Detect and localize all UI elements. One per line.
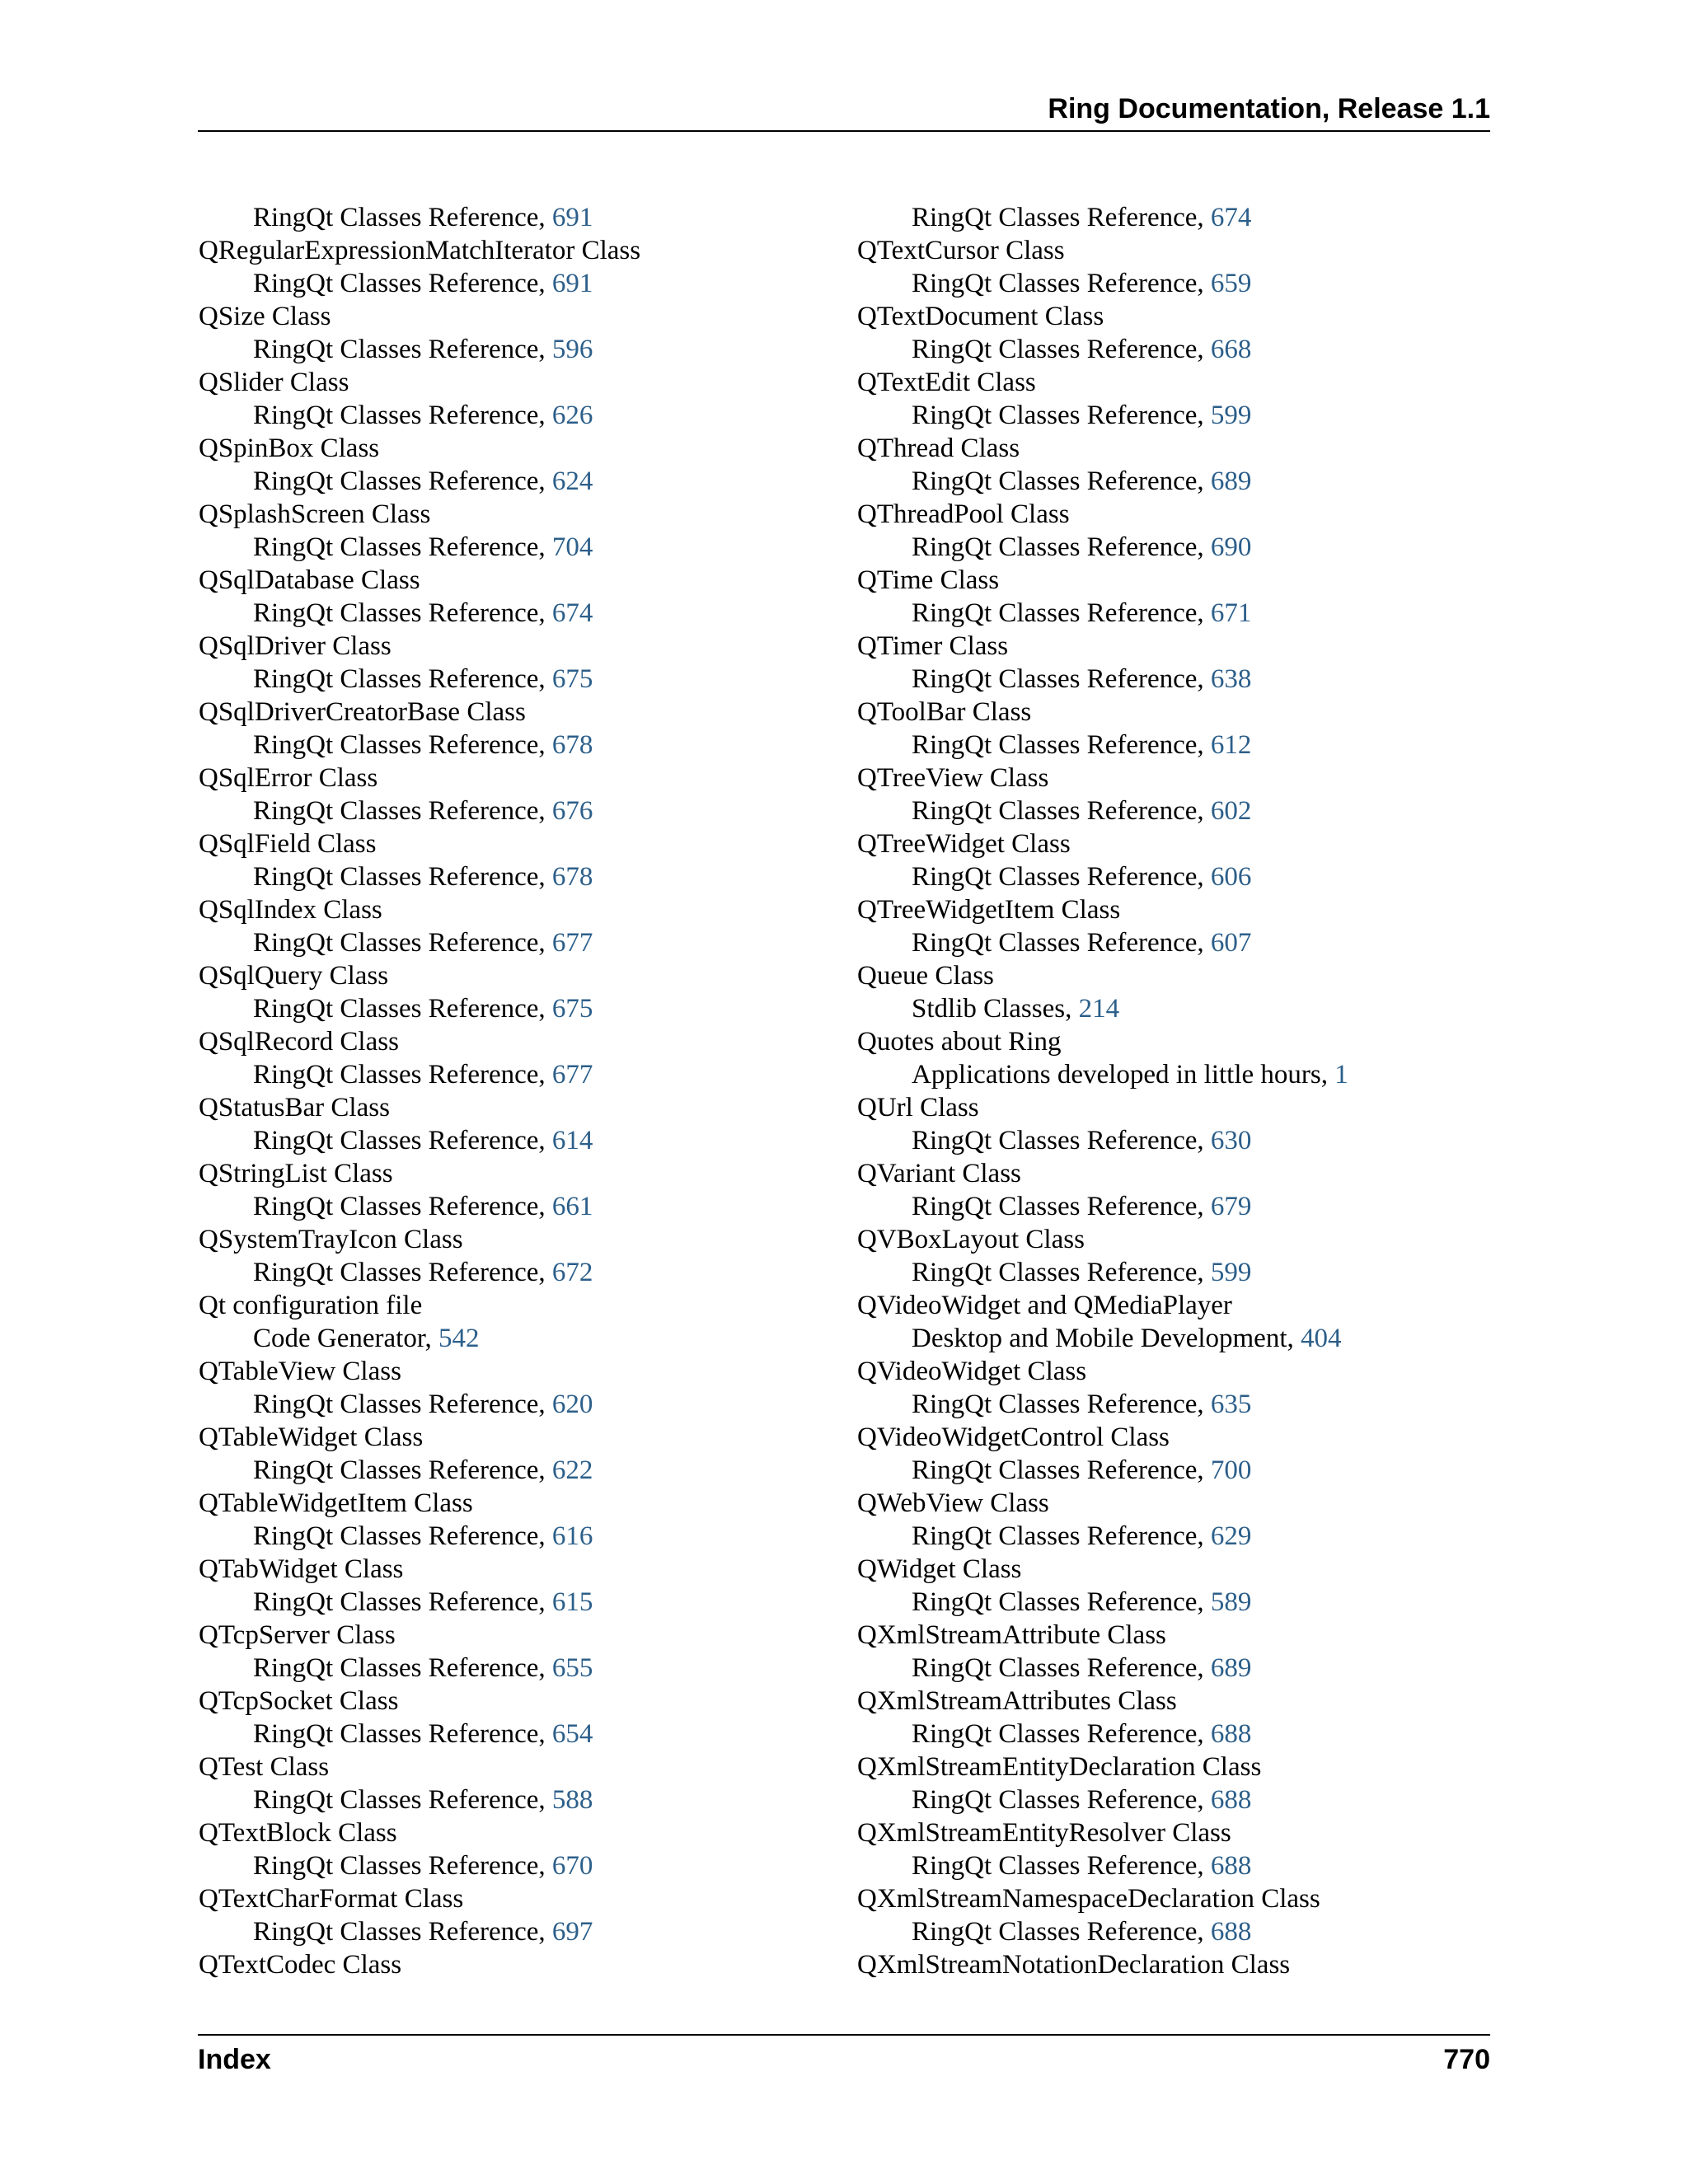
index-entry	[199, 1487, 858, 1553]
index-term: QXmlStreamAttributes Class	[857, 1686, 1177, 1716]
index-term: QSplashScreen Class	[199, 499, 431, 529]
subentry-label: RingQt Classes Reference,	[912, 1587, 1211, 1617]
index-term: QSqlQuery Class	[199, 961, 389, 991]
index-entry	[857, 234, 1517, 300]
index-term: QTextDocument Class	[857, 302, 1104, 331]
index-term: QVideoWidget and QMediaPlayer	[857, 1291, 1232, 1320]
page-link[interactable]: 700	[1210, 1455, 1252, 1485]
subentry-label: RingQt Classes Reference,	[253, 730, 552, 760]
subentry-label: RingQt Classes Reference,	[253, 994, 552, 1024]
page-link[interactable]: 1	[1334, 1060, 1348, 1090]
page-link[interactable]: 671	[1210, 598, 1252, 628]
index-entry	[857, 1157, 1517, 1223]
page-link[interactable]: 668	[1210, 335, 1252, 364]
subentry-label: RingQt Classes Reference,	[253, 269, 552, 298]
index-term: QTextCodec Class	[199, 1950, 402, 1980]
index-subentry	[199, 1322, 858, 1355]
index-entry	[857, 1619, 1517, 1685]
page-link[interactable]: 670	[551, 1851, 593, 1881]
index-subentry	[199, 794, 858, 827]
footer-page-number: 770	[1443, 2044, 1490, 2075]
subentry-label: RingQt Classes Reference,	[253, 1851, 552, 1881]
page-link[interactable]: 638	[1210, 664, 1252, 694]
index-column-right	[857, 201, 1517, 1981]
index-entry	[199, 893, 858, 959]
index-entry	[199, 1619, 858, 1685]
subentry-label: RingQt Classes Reference,	[912, 796, 1211, 826]
page-link[interactable]: 676	[551, 796, 593, 826]
page-link[interactable]: 612	[1210, 730, 1252, 760]
subentry-label: RingQt Classes Reference,	[253, 1785, 552, 1815]
index-subentry	[199, 333, 858, 366]
page-link[interactable]: 691	[551, 269, 593, 298]
subentry-label: RingQt Classes Reference,	[253, 796, 552, 826]
index-entry	[857, 696, 1517, 762]
index-subentry	[857, 992, 1517, 1025]
subentry-label: RingQt Classes Reference,	[912, 1785, 1211, 1815]
index-entry	[199, 564, 858, 630]
index-subentry	[857, 1520, 1517, 1553]
index-entry	[199, 1355, 858, 1421]
index-entry	[199, 1553, 858, 1619]
index-subentry	[199, 1783, 858, 1816]
index-entry	[857, 1025, 1517, 1091]
subentry-label: RingQt Classes Reference,	[912, 1653, 1211, 1683]
index-term: QTreeWidget Class	[857, 829, 1071, 859]
index-subentry	[199, 465, 858, 498]
index-term: QTextBlock Class	[199, 1818, 397, 1848]
page-link[interactable]: 629	[1210, 1521, 1252, 1551]
page-link[interactable]: 688	[1210, 1719, 1252, 1749]
index-entry	[199, 1816, 858, 1882]
index-term: QTableWidget Class	[199, 1422, 424, 1452]
index-term: QXmlStreamAttribute Class	[857, 1620, 1166, 1650]
subentry-label: RingQt Classes Reference,	[912, 203, 1211, 232]
index-term: QXmlStreamNamespaceDeclaration Class	[857, 1884, 1320, 1914]
index-term: QVideoWidgetControl Class	[857, 1422, 1170, 1452]
index-subentry	[857, 531, 1517, 564]
index-entry	[857, 1487, 1517, 1553]
index-term: QXmlStreamNotationDeclaration Class	[857, 1950, 1291, 1980]
index-term: QTextCursor Class	[857, 236, 1065, 265]
subentry-label: RingQt Classes Reference,	[253, 1719, 552, 1749]
page-link[interactable]: 704	[551, 532, 593, 562]
index-entry	[857, 201, 1517, 234]
page-link[interactable]: 654	[551, 1719, 593, 1749]
index-subentry	[857, 663, 1517, 696]
index-column-left	[199, 201, 858, 1981]
page-link[interactable]: 659	[1210, 269, 1252, 298]
index-term: QRegularExpressionMatchIterator Class	[199, 236, 641, 265]
subentry-label: RingQt Classes Reference,	[253, 203, 552, 232]
index-term: QTest Class	[199, 1752, 330, 1782]
index-entry	[857, 1223, 1517, 1289]
index-subentry	[857, 1454, 1517, 1487]
index-entry	[857, 564, 1517, 630]
index-subentry	[857, 860, 1517, 893]
subentry-label: RingQt Classes Reference,	[253, 1390, 552, 1419]
subentry-label: Code Generator,	[253, 1324, 439, 1353]
page-header	[198, 92, 1490, 132]
page-link[interactable]: 691	[551, 203, 593, 232]
index-entry	[199, 300, 858, 366]
subentry-label: RingQt Classes Reference,	[253, 1192, 552, 1221]
index-subentry	[199, 1058, 858, 1091]
page-link[interactable]: 672	[551, 1258, 593, 1287]
index-subentry	[199, 992, 858, 1025]
page-link[interactable]: 602	[1210, 796, 1252, 826]
index-entry	[199, 1289, 858, 1355]
index-term: QToolBar Class	[857, 697, 1032, 727]
index-term: QTableView Class	[199, 1357, 401, 1386]
index-term: QVBoxLayout Class	[857, 1225, 1085, 1254]
index-entry	[857, 1289, 1517, 1355]
index-entry	[857, 300, 1517, 366]
index-subentry	[857, 1124, 1517, 1157]
index-term: QSqlDriverCreatorBase Class	[199, 697, 526, 727]
index-subentry	[199, 1520, 858, 1553]
index-entry	[857, 1750, 1517, 1816]
index-subentry	[199, 1454, 858, 1487]
subentry-label: RingQt Classes Reference,	[912, 664, 1211, 694]
index-entry	[199, 696, 858, 762]
subentry-label: RingQt Classes Reference,	[253, 1521, 552, 1551]
index-subentry	[199, 1256, 858, 1289]
page-link[interactable]: 630	[1210, 1126, 1252, 1155]
page-link[interactable]: 677	[551, 1060, 593, 1090]
index-term: QTime Class	[857, 565, 1000, 595]
index-entry	[857, 762, 1517, 827]
index-term: QThreadPool Class	[857, 499, 1070, 529]
index-entry	[199, 1750, 858, 1816]
index-subentry	[199, 860, 858, 893]
index-term: Qt configuration file	[199, 1291, 423, 1320]
index-entry	[199, 827, 858, 893]
index-entry	[857, 1355, 1517, 1421]
index-term: QTableWidgetItem Class	[199, 1488, 473, 1518]
page-link[interactable]: 620	[551, 1390, 593, 1419]
subentry-label: RingQt Classes Reference,	[912, 1719, 1211, 1749]
index-subentry	[857, 465, 1517, 498]
footer-section-label: Index	[198, 2044, 271, 2075]
index-subentry	[857, 1586, 1517, 1619]
subentry-label: RingQt Classes Reference,	[912, 1521, 1211, 1551]
index-entry	[857, 1685, 1517, 1750]
index-term: QSpinBox Class	[199, 434, 380, 463]
subentry-label: RingQt Classes Reference,	[912, 1126, 1211, 1155]
page-link[interactable]: 635	[1210, 1390, 1252, 1419]
index-entry	[199, 1421, 858, 1487]
page-link[interactable]: 588	[551, 1785, 593, 1815]
page-link[interactable]: 616	[551, 1521, 593, 1551]
page-link[interactable]: 655	[551, 1653, 593, 1683]
index-subentry	[857, 1652, 1517, 1685]
index-entry	[199, 1223, 858, 1289]
index-subentry	[199, 1915, 858, 1948]
index-term: QThread Class	[857, 434, 1020, 463]
page-link[interactable]: 606	[1210, 862, 1252, 892]
index-subentry	[857, 729, 1517, 762]
index-subentry	[857, 597, 1517, 630]
index-subentry	[857, 926, 1517, 959]
index-entry	[857, 1882, 1517, 1948]
page-link[interactable]: 677	[551, 928, 593, 958]
index-term: QVideoWidget Class	[857, 1357, 1087, 1386]
page-link[interactable]: 689	[1210, 466, 1252, 496]
index-subentry	[199, 663, 858, 696]
index-term: QTextCharFormat Class	[199, 1884, 464, 1914]
subentry-label: Stdlib Classes,	[912, 994, 1079, 1024]
subentry-label: RingQt Classes Reference,	[912, 532, 1211, 562]
index-entry	[199, 1685, 858, 1750]
index-subentry	[199, 267, 858, 300]
subentry-label: RingQt Classes Reference,	[253, 1126, 552, 1155]
index-subentry	[857, 1388, 1517, 1421]
page-link[interactable]: 589	[1210, 1587, 1252, 1617]
index-subentry	[857, 267, 1517, 300]
index-subentry	[199, 399, 858, 432]
index-entry	[857, 1948, 1517, 1981]
page-link[interactable]: 607	[1210, 928, 1252, 958]
index-term: QSqlIndex Class	[199, 895, 382, 925]
subentry-label: RingQt Classes Reference,	[912, 598, 1211, 628]
index-subentry	[857, 1058, 1517, 1091]
page-link[interactable]: 626	[551, 401, 593, 430]
index-entry	[199, 234, 858, 300]
index-subentry	[857, 1849, 1517, 1882]
index-term: QTabWidget Class	[199, 1554, 404, 1584]
index-term: QTreeWidgetItem Class	[857, 895, 1121, 925]
index-subentry	[199, 201, 858, 234]
page-link[interactable]: 679	[1210, 1192, 1252, 1221]
subentry-label: RingQt Classes Reference,	[253, 862, 552, 892]
subentry-label: RingQt Classes Reference,	[912, 1917, 1211, 1947]
index-term: QUrl Class	[857, 1093, 979, 1122]
subentry-label: RingQt Classes Reference,	[253, 532, 552, 562]
subentry-label: RingQt Classes Reference,	[912, 862, 1211, 892]
subentry-label: RingQt Classes Reference,	[912, 1258, 1211, 1287]
index-term: QWidget Class	[857, 1554, 1022, 1584]
index-term: Quotes about Ring	[857, 1027, 1062, 1057]
index-term: QSize Class	[199, 302, 331, 331]
index-subentry	[199, 926, 858, 959]
subentry-label: RingQt Classes Reference,	[912, 1192, 1211, 1221]
subentry-label: Desktop and Mobile Development,	[912, 1324, 1301, 1353]
page-link[interactable]: 689	[1210, 1653, 1252, 1683]
subentry-label: RingQt Classes Reference,	[253, 1653, 552, 1683]
subentry-label: RingQt Classes Reference,	[253, 466, 552, 496]
index-entry	[857, 893, 1517, 959]
page-link[interactable]: 661	[551, 1192, 593, 1221]
page-link[interactable]: 542	[438, 1324, 480, 1353]
index-term: QSqlDriver Class	[199, 631, 392, 661]
document-title: Ring Documentation, Release 1.1	[1048, 93, 1490, 124]
index-entry	[199, 959, 858, 1025]
index-subentry	[857, 794, 1517, 827]
index-entry	[199, 1157, 858, 1223]
subentry-label: RingQt Classes Reference,	[912, 928, 1211, 958]
index-entry	[199, 498, 858, 564]
page-link[interactable]: 615	[551, 1587, 593, 1617]
index-subentry	[199, 1652, 858, 1685]
subentry-label: RingQt Classes Reference,	[912, 401, 1211, 430]
page-footer	[198, 2034, 1490, 2077]
index-entry	[199, 762, 858, 827]
index-term: QTimer Class	[857, 631, 1009, 661]
index-term: QXmlStreamEntityDeclaration Class	[857, 1752, 1262, 1782]
subentry-label: RingQt Classes Reference,	[912, 1851, 1211, 1881]
index-entry	[857, 1553, 1517, 1619]
index-subentry	[199, 1190, 858, 1223]
subentry-label: RingQt Classes Reference,	[253, 1258, 552, 1287]
index-entry	[199, 1091, 858, 1157]
subentry-label: RingQt Classes Reference,	[253, 1587, 552, 1617]
index-entry	[199, 1882, 858, 1948]
subentry-label: RingQt Classes Reference,	[253, 335, 552, 364]
index-term: QWebView Class	[857, 1488, 1049, 1518]
page-link[interactable]: 678	[551, 730, 593, 760]
index-subentry	[857, 1322, 1517, 1355]
page-link[interactable]: 624	[551, 466, 593, 496]
index-term: QTreeView Class	[857, 763, 1049, 793]
index-entry	[857, 959, 1517, 1025]
index-subentry	[199, 531, 858, 564]
index-subentry	[199, 1124, 858, 1157]
index-term: QTextEdit Class	[857, 368, 1036, 397]
page-link[interactable]: 614	[551, 1126, 593, 1155]
page-link[interactable]: 214	[1078, 994, 1120, 1024]
index-term: QTcpServer Class	[199, 1620, 396, 1650]
index-term: QStatusBar Class	[199, 1093, 390, 1122]
subentry-label: RingQt Classes Reference,	[912, 730, 1211, 760]
index-term: QSqlField Class	[199, 829, 377, 859]
index-subentry	[199, 597, 858, 630]
subentry-label: RingQt Classes Reference,	[912, 1390, 1211, 1419]
index-subentry	[857, 1256, 1517, 1289]
index-term: QSqlError Class	[199, 763, 378, 793]
subentry-label: RingQt Classes Reference,	[253, 1060, 552, 1090]
page-link[interactable]: 675	[551, 664, 593, 694]
page-link[interactable]: 678	[551, 862, 593, 892]
index-subentry	[199, 1586, 858, 1619]
page-link[interactable]: 674	[551, 598, 593, 628]
subentry-label: RingQt Classes Reference,	[253, 1455, 552, 1485]
page-link[interactable]: 404	[1301, 1324, 1342, 1353]
index-subentry	[857, 1783, 1517, 1816]
subentry-label: RingQt Classes Reference,	[253, 928, 552, 958]
index-entry	[857, 432, 1517, 498]
index-subentry	[857, 1915, 1517, 1948]
index-entry	[199, 1025, 858, 1091]
index-term: QTcpSocket Class	[199, 1686, 399, 1716]
page-link[interactable]: 622	[551, 1455, 593, 1485]
index-term: QSlider Class	[199, 368, 349, 397]
subentry-label: RingQt Classes Reference,	[253, 1917, 552, 1947]
index-subentry	[199, 1849, 858, 1882]
index-entry	[199, 366, 858, 432]
page-link[interactable]: 697	[551, 1917, 593, 1947]
index-term: QSystemTrayIcon Class	[199, 1225, 463, 1254]
index-subentry	[857, 201, 1517, 234]
subentry-label: RingQt Classes Reference,	[912, 335, 1211, 364]
index-entry	[857, 498, 1517, 564]
index-subentry	[857, 333, 1517, 366]
index-subentry	[199, 1388, 858, 1421]
index-entry	[857, 1421, 1517, 1487]
index-term: Queue Class	[857, 961, 994, 991]
page-link[interactable]: 675	[551, 994, 593, 1024]
index-term: QSqlRecord Class	[199, 1027, 399, 1057]
index-entry	[199, 1948, 858, 1981]
page-link[interactable]: 688	[1210, 1917, 1252, 1947]
index-entry	[857, 1816, 1517, 1882]
subentry-label: RingQt Classes Reference,	[253, 401, 552, 430]
page-link[interactable]: 674	[1210, 203, 1252, 232]
index-term: QVariant Class	[857, 1159, 1021, 1188]
index-subentry	[857, 1718, 1517, 1750]
page-link[interactable]: 599	[1210, 401, 1252, 430]
index-entry	[857, 827, 1517, 893]
page-link[interactable]: 690	[1210, 532, 1252, 562]
page-link[interactable]: 688	[1210, 1851, 1252, 1881]
index-entry	[199, 201, 858, 234]
index-entry	[857, 1091, 1517, 1157]
index-subentry	[199, 729, 858, 762]
subentry-label: Applications developed in little hours,	[912, 1060, 1335, 1090]
subentry-label: RingQt Classes Reference,	[912, 269, 1211, 298]
subentry-label: RingQt Classes Reference,	[253, 598, 552, 628]
index-term: QStringList Class	[199, 1159, 393, 1188]
subentry-label: RingQt Classes Reference,	[912, 466, 1211, 496]
index-subentry	[857, 399, 1517, 432]
index-term: QXmlStreamEntityResolver Class	[857, 1818, 1231, 1848]
index-entry	[857, 630, 1517, 696]
subentry-label: RingQt Classes Reference,	[912, 1455, 1211, 1485]
index-subentry	[857, 1190, 1517, 1223]
index-entry	[857, 366, 1517, 432]
index-entry	[199, 432, 858, 498]
index-entry	[199, 630, 858, 696]
page-link[interactable]: 688	[1210, 1785, 1252, 1815]
page-link[interactable]: 596	[551, 335, 593, 364]
subentry-label: RingQt Classes Reference,	[253, 664, 552, 694]
page-link[interactable]: 599	[1210, 1258, 1252, 1287]
index-term: QSqlDatabase Class	[199, 565, 420, 595]
index-subentry	[199, 1718, 858, 1750]
